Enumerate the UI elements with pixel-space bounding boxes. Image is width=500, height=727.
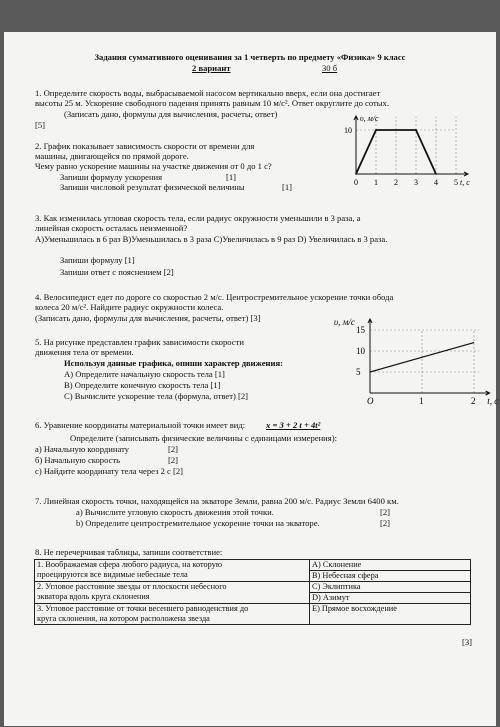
variant-label: 2 вариант [192, 63, 231, 73]
q4-line3: (Записать дано, формулы для вычисления, расчеты, ответ) [3] [35, 313, 261, 323]
speed-time-graph-2 [330, 313, 499, 417]
table-cell-right-e: E) Прямое восхождение [310, 604, 471, 625]
q1-line3: (Записать дано, формулы для вычисления, расчеты, ответ) [64, 109, 278, 119]
q8-title: 8. Не перечерчивая таблицы, запиши соответствие: [35, 547, 223, 557]
data-point [435, 173, 437, 175]
table-cell-right-c: C) Эклиптика [310, 582, 471, 593]
x-tick-label: 4 [434, 178, 438, 187]
q5-line2: движения тела от времени. [35, 347, 134, 357]
q1-line2: высоты 25 м. Ускорение свободного падения принять равным 10 м/с². Ответ округлите до сотых. [35, 98, 389, 108]
q7-b: b) Определите центростремительное ускорение точки на экваторе. [76, 518, 320, 528]
q2-line1: 2. График показывает зависимость скорости от времени для [35, 141, 255, 151]
y-axis-label: υ, м/с [334, 317, 355, 327]
cell-text: 1. Воображаемая сфера любого радиуса, на которую [37, 560, 223, 569]
x-tick-label: 1 [419, 396, 424, 406]
q7-line1: 7. Линейная скорость точки, находящейся на экваторе Земли, равна 200 м/с. Радиус Земли 6400 км. [35, 496, 399, 506]
q5-line1: 5. На рисунке представлен график зависимости скорости [35, 337, 244, 347]
q6-a: а) Начальную координату [35, 444, 130, 454]
table-cell-right-a: A) Склонение [310, 560, 471, 571]
x-axis-label: t, с [460, 178, 470, 187]
table-row [35, 560, 471, 571]
q3-line1: 3. Как изменилась угловая скорость тела, если радиус окружности уменьшили в 3 раза, а [35, 213, 361, 223]
cell-text: проецируются все видимые небесные тела [37, 570, 188, 579]
table-row [35, 604, 471, 625]
q7-a: a) Вычислите угловую скорость движения этой точки. [76, 507, 274, 517]
q3-sub2: Запиши ответ с пояснением [2] [60, 267, 174, 277]
q5-line3: Используя данные графика, опиши характер движения: [64, 358, 283, 368]
q6-a-score: [2] [168, 444, 179, 454]
q6-line2: Определите (записывать физические величины с единицами измерения): [70, 433, 337, 443]
q5-c: C) Вычислите ускорение тела (формула, ответ) [2] [64, 391, 249, 401]
q5-a: A) Определите начальную скорость тела [1] [64, 369, 225, 379]
data-point [355, 173, 357, 175]
table-cell-right-b: B) Небесная сфера [310, 571, 471, 582]
cell-text: экватора вдоль круга склонения [37, 592, 150, 601]
q2-sub1-score: [1] [226, 172, 237, 182]
q5-b: B) Определите конечную скорость тела [1] [64, 380, 221, 390]
y-axis-label: υ, м/с [360, 114, 379, 123]
matching-table [34, 559, 471, 625]
table-cell-left-2 [35, 582, 310, 604]
q7-b-score: [2] [380, 518, 391, 528]
cell-text: 2. Угловое расстояние звезды от плоскости небесного [37, 582, 227, 591]
data-point [415, 129, 417, 131]
table-cell-right-d: D) Азимут [310, 593, 471, 604]
q2-line2: машины, двигающейся по прямой дороге. [35, 151, 189, 161]
q3-sub1: Запиши формулу [1] [60, 255, 135, 265]
y-tick-label: 10 [344, 126, 352, 135]
speed-time-graph-1 [334, 112, 484, 192]
y-tick-label: 5 [356, 367, 361, 377]
x-tick-label: 0 [354, 178, 358, 187]
q2-sub2-score: [1] [282, 182, 293, 192]
cell-text: 3. Угловое расстояние от точки весеннего равноденствия до [37, 604, 249, 613]
q6-equation: x = 3 + 2 t + 4t² [266, 420, 321, 430]
q7-a-score: [2] [380, 507, 391, 517]
q3-options: A)Уменьшилась в 6 раз B)Уменьшилась в 3 раза C)Увеличилась в 9 раз D) Увеличилась в 3 раза. [35, 234, 388, 244]
data-point [375, 129, 377, 131]
q2-sub1: Запиши формулу ускорения [60, 172, 163, 182]
q6-b: б) Начальную скорость [35, 455, 121, 465]
q4-line1: 4. Велосипедист едет по дороге со скоростью 2 м/с. Центростремительное ускорение точки обода [35, 292, 394, 302]
table-cell-left-1 [35, 560, 310, 582]
cell-text: круга склонения, на котором расположена звезда [37, 614, 210, 623]
x-tick-label: 1 [374, 178, 378, 187]
q1-line1: 1. Определите скорость воды, выбрасываемой насосом вертикально вверх, если она достигает [35, 88, 381, 98]
q6-b-score: [2] [168, 455, 179, 465]
y-tick-label: 10 [356, 346, 365, 356]
q1-score: [5] [35, 120, 46, 130]
q3-line2: линейная скорость осталась неизменной? [35, 223, 188, 233]
table-cell-left-3 [35, 604, 310, 625]
q8-score: [3] [462, 637, 473, 647]
x-tick-label: 3 [414, 178, 418, 187]
y-tick-label: 15 [356, 325, 365, 335]
worksheet-page [4, 32, 499, 726]
x-tick-label: 2 [394, 178, 398, 187]
x-tick-label: 2 [471, 396, 476, 406]
total-score: 30 б [322, 63, 338, 73]
x-axis-label: t, с [487, 396, 499, 406]
x-tick-label: O [367, 396, 374, 406]
x-tick-label: 5 [454, 178, 458, 187]
q2-line3: Чему равно ускорение машины на участке движения от 0 до 1 с? [35, 161, 272, 171]
q6-c: с) Найдите координату тела через 2 с [2] [35, 466, 184, 476]
q4-line2: колеса 20 м/с². Найдите радиус окружности колеса. [35, 302, 224, 312]
table-row [35, 582, 471, 593]
q2-sub2: Запиши числовой результат физической величины [60, 182, 245, 192]
q6-line1: 6. Уравнение координаты материальной точки имеет вид: [35, 420, 246, 430]
page-title: Задания суммативного оценивания за 1 четверть по предмету «Физика» 9 класс [94, 52, 406, 62]
